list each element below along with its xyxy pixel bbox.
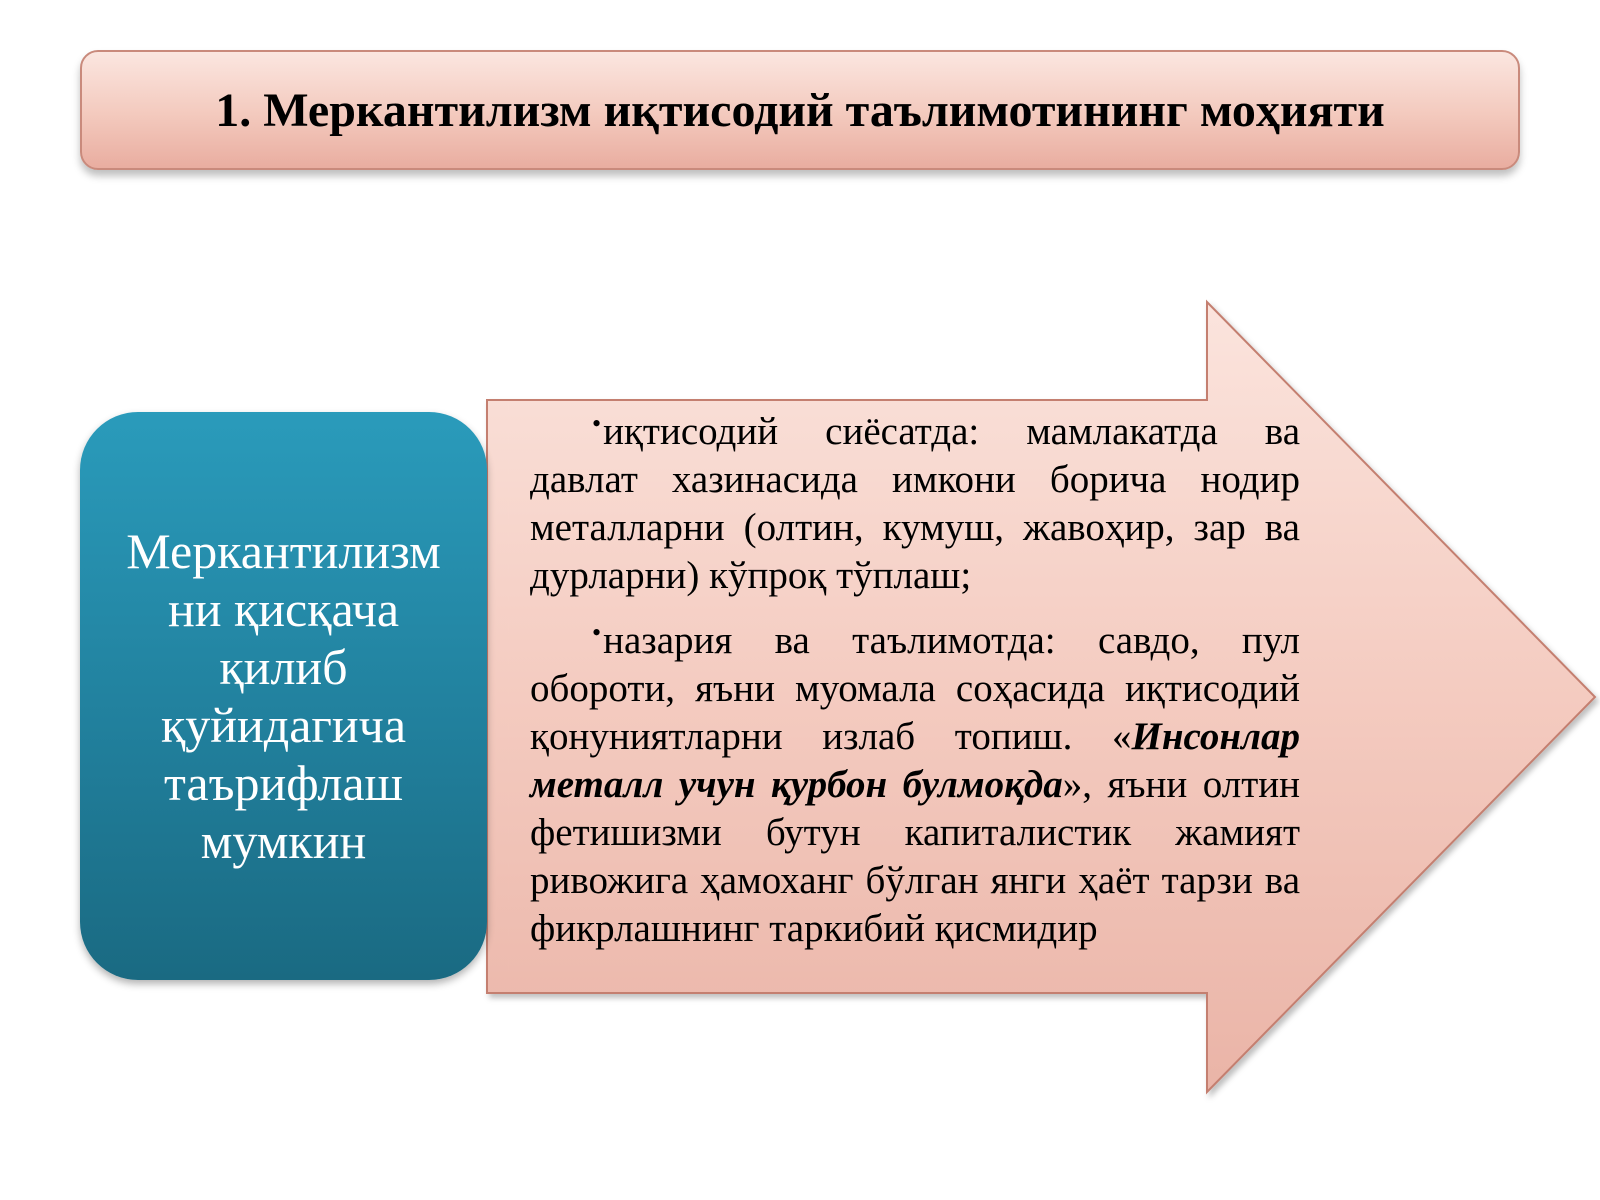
arrow-content [530, 400, 1300, 962]
bullet-icon: • [592, 409, 602, 438]
slide-title: 1. Меркантилизм иқтисодий таълимотининг моҳияти [215, 83, 1385, 137]
bullet-icon: • [592, 618, 602, 647]
point-text: назария ва таълимотда: савдо, пул обороти, яъни муомала соҳасида иқтисодий қонуниятларни излаб топиш. « [530, 619, 1300, 758]
definition-box [80, 412, 487, 980]
definition-text: Меркантилизм ни қисқача қилиб қуйидагича таърифлаш мумкин [126, 523, 441, 869]
point-text: иқтисодий сиёсатда: мамлакатда ва давлат хазинасида имкони борича нодир металларни (олтин, кумуш, жавоҳир, зар ва дурларни) кўпроқ тўплаш; [530, 410, 1300, 597]
point-text-continued: », яъни олтин фетишизми бутун капиталистик жамият ривожига ҳамоханг бўлган янги ҳаёт тарзи ва фикрлашнинг таркибий қисмидир [530, 763, 1300, 950]
point-economic-policy [530, 400, 1300, 600]
quote-text: Инсонлар металл учун қурбон булмоқда [530, 715, 1300, 806]
point-theory [530, 609, 1300, 953]
